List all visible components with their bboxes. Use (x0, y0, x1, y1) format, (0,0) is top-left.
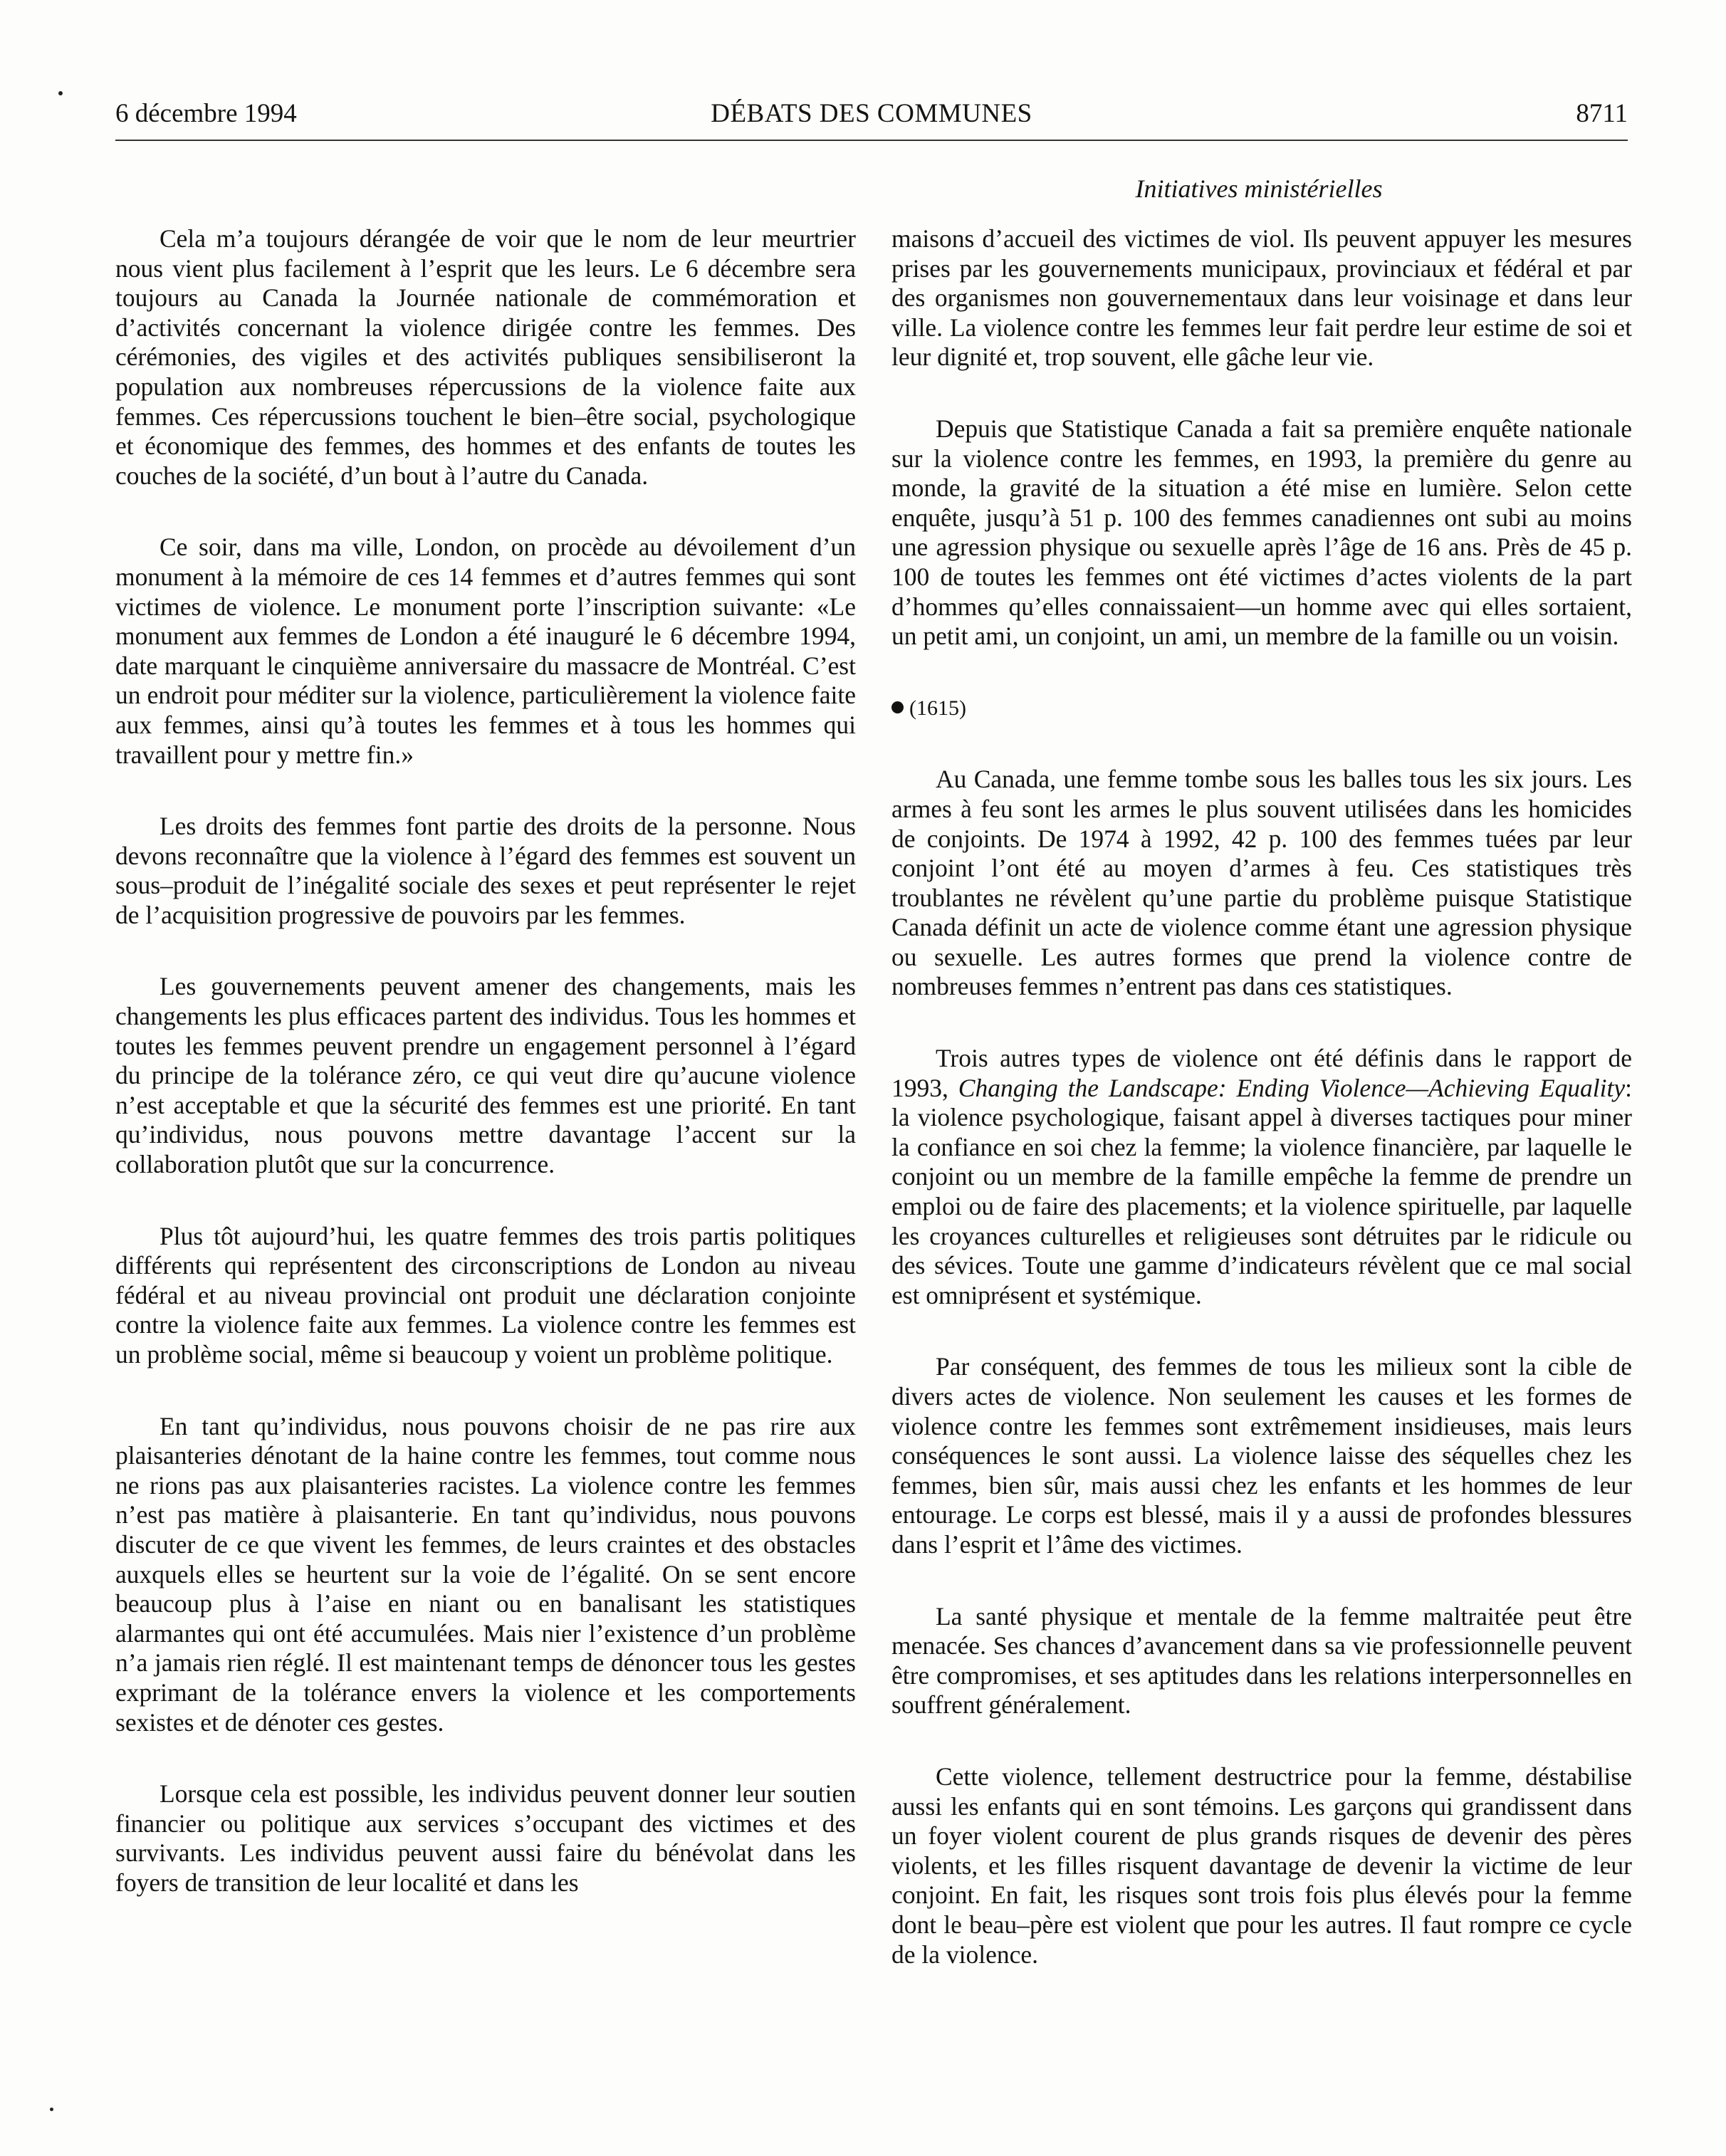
paragraph: Au Canada, une femme tombe sous les balles tous les six jours. Les armes à feu sont les armes le plus souvent utilisées dans les homicides de conjoints. De 1974 à 1992, 42 p. 100 des femmes tuées par leur conjoint l’ont été au moyen d’armes à feu. Ces statistiques très troublantes ne révèlent qu’une partie du problème puisque Statistique Canada définit un acte de violence comme étant une agression physique ou sexuelle. Les autres formes que prend la violence contre de nombreuses femmes n’entrent pas dans ces statistiques. (891, 765, 1632, 1001)
paragraph: Lorsque cela est possible, les individus peuvent donner leur soutien financier ou politique aux services s’occupant des victimes et des survivants. Les individus peuvent aussi faire du bénévolat dans les foyers de transition de leur localité et dans les (115, 1779, 856, 1897)
time-marker (891, 694, 1632, 723)
paragraph: Plus tôt aujourd’hui, les quatre femmes des trois partis politiques différents qui représentent des circonscriptions de London au niveau fédéral et au niveau provincial ont produit une déclaration conjointe contre la violence faite aux femmes. La violence contre les femmes est un problème social, même si beaucoup y voient un problème politique. (115, 1221, 856, 1369)
scan-speck (50, 2108, 53, 2111)
text-span: Trois autres types de violence ont été définis dans le rapport de 1993, (891, 1044, 1632, 1102)
paragraph-with-title (891, 1044, 1632, 1310)
report-title: Changing the Landscape: Ending Violence—Achieving Equality (958, 1073, 1626, 1102)
page-header (115, 98, 1628, 141)
paragraph-continuation: maisons d’accueil des victimes de viol. Ils peuvent appuyer les mesures prises par les gouvernements municipaux, provinciaux et fédéral et par des organismes non gouvernementaux dans leur voisinage et dans leur ville. La violence contre les femmes leur fait perdre leur estime de soi et leur dignité et, trop souvent, elle gâche leur vie. (891, 224, 1632, 372)
header-rule (115, 140, 1628, 141)
paragraph: La santé physique et mentale de la femme maltraitée peut être menacée. Ses chances d’avancement dans sa vie professionnelle peuvent être compromises, et ses aptitudes dans les relations interpersonnelles en souffrent généralement. (891, 1601, 1632, 1720)
header-title: DÉBATS DES COMMUNES (711, 99, 1032, 128)
section-title: Initiatives ministérielles (1135, 174, 1383, 203)
bullet-icon (891, 701, 904, 713)
text-span: : la violence psychologique, faisant appel à diverses tactiques pour miner la confiance en soi chez la femme; la violence financière, par laquelle le conjoint ou un membre de la famille empêche la femme de prendre un emploi ou de faire des placements; et la violence spirituelle, par laquelle les croyances culturelles et religieuses sont détruites par le ridicule ou des sévices. Toute une gamme d’indicateurs révèlent que ce mal social est omniprésent et systémique. (891, 1073, 1632, 1309)
time-marker-text: (1615) (909, 696, 966, 720)
scan-speck (58, 91, 63, 95)
paragraph: Par conséquent, des femmes de tous les milieux sont la cible de divers actes de violence. Non seulement les causes et les formes de violence contre les femmes sont extrêmement insidieuses, mais leurs conséquences le sont aussi. La violence laisse des séquelles chez les femmes, bien sûr, mais aussi chez les enfants et les hommes de leur entourage. Le corps est blessé, mais il y a aussi de profondes blessures dans l’esprit et l’âme des victimes. (891, 1352, 1632, 1559)
left-column (115, 224, 856, 1940)
right-column (891, 224, 1632, 2011)
paragraph: Les droits des femmes font partie des droits de la personne. Nous devons reconnaître que la violence à l’égard des femmes est souvent un sous–produit de l’inégalité sociale des sexes et peut représenter le rejet de l’acquisition progressive de pouvoirs par les femmes. (115, 812, 856, 929)
paragraph: En tant qu’individus, nous pouvons choisir de ne pas rire aux plaisanteries dénotant de la haine contre les femmes, tout comme nous ne rions pas aux plaisanteries racistes. La violence contre les femmes n’est pas matière à plaisanterie. En tant qu’individus, nous pouvons discuter de ce que vivent les femmes, de leurs craintes et des obstacles auxquels elles se heurtent sur la voie de l’égalité. On se sent encore beaucoup plus à l’aise en niant ou en banalisant les statistiques alarmantes qui ont été accumulées. Mais nier l’existence d’un problème n’a jamais rien réglé. Il est maintenant temps de dénoncer tous les gestes exprimant de la tolérance envers la violence et les comportements sexistes et de dénoter ces gestes. (115, 1411, 856, 1737)
header-date: 6 décembre 1994 (115, 99, 297, 128)
paragraph: Cela m’a toujours dérangée de voir que le nom de leur meurtrier nous vient plus facilement à l’esprit que les leurs. Le 6 décembre sera toujours au Canada la Journée nationale de commémoration et d’activités concernant la violence dirigée contre les femmes. Des cérémonies, des vigiles et des activités publiques sensibiliseront la population aux nombreuses répercussions de la violence faite aux femmes. Ces répercussions touchent le bien–être social, psychologique et économique des femmes, des hommes et des enfants de toutes les couches de la société, d’un bout à l’autre du Canada. (115, 224, 856, 490)
paragraph: Ce soir, dans ma ville, London, on procède au dévoilement d’un monument à la mémoire de ces 14 femmes et d’autres femmes qui sont victimes de violence. Le monument porte l’inscription suivante: «Le monument aux femmes de London a été inauguré le 6 décembre 1994, date marquant le cinquième anniversaire du massacre de Montréal. C’est un endroit pour méditer sur la violence, particulièrement la violence faite aux femmes, ainsi qu’à toutes les femmes et à tous les hommes qui travaillent pour y mettre fin.» (115, 533, 856, 769)
paragraph: Depuis que Statistique Canada a fait sa première enquête nationale sur la violence contre les femmes, en 1993, la première du genre au monde, la gravité de la situation a été mise en lumière. Selon cette enquête, jusqu’à 51 p. 100 des femmes canadiennes ont subi au moins une agression physique ou sexuelle après l’âge de 16 ans. Près de 45 p. 100 de toutes les femmes ont été victimes d’actes violents de la part d’hommes qu’elles connaissaient—un homme avec qui elles sortaient, un petit ami, un conjoint, un ami, un membre de la famille ou un voisin. (891, 414, 1632, 651)
paragraph: Cette violence, tellement destructrice pour la femme, déstabilise aussi les enfants qui en sont témoins. Les garçons qui grandissent dans un foyer violent courent de plus grands risques de devenir des pères violents, et les filles risquent davantage de devenir la victime de leur conjoint. En fait, les risques sont trois fois plus élevés pour la femme dont le beau–père est violent que pour les autres. Il faut rompre ce cycle de la violence. (891, 1762, 1632, 1969)
page-number: 8711 (1576, 99, 1628, 128)
paragraph: Les gouvernements peuvent amener des changements, mais les changements les plus efficaces partent des individus. Tous les hommes et toutes les femmes peuvent prendre un engagement personnel à l’égard du principe de la tolérance zéro, ce qui veut dire qu’aucune violence n’est acceptable et que la sécurité des femmes est une priorité. En tant qu’individus, nous pouvons mettre davantage l’accent sur la collaboration plutôt que sur la concurrence. (115, 972, 856, 1179)
